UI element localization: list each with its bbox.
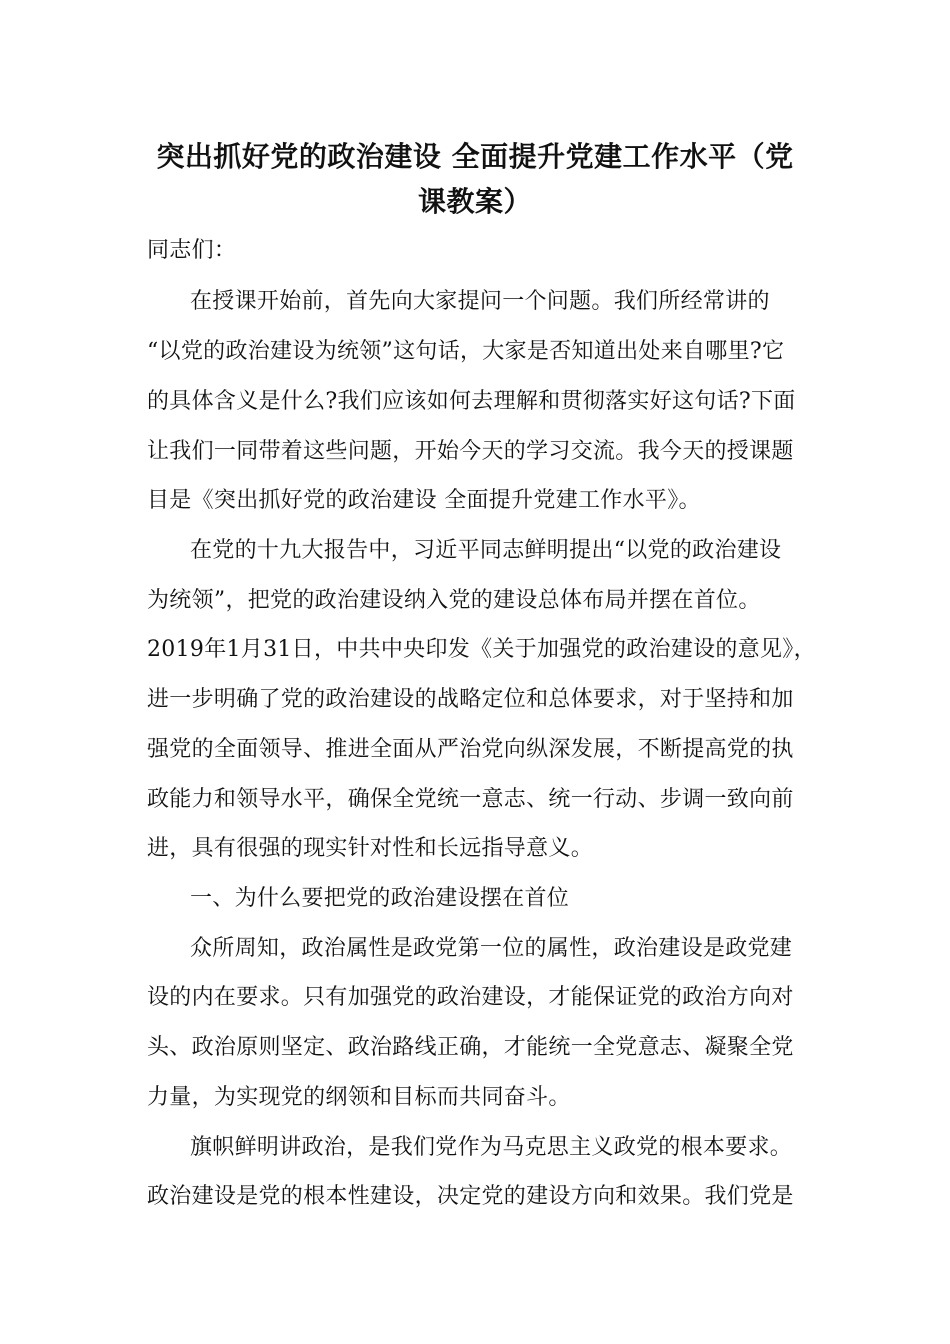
paragraph-line: 进一步明确了党的政治建设的战略定位和总体要求，对于坚持和加 [147,687,794,712]
section-heading: 一、为什么要把党的政治建设摆在首位 [190,886,570,911]
document-title-line-2: 课教案） [417,185,532,218]
paragraph-line: 目是《突出抓好党的政治建设 全面提升党建工作水平》。 [147,488,701,513]
paragraph-line: 让我们一同带着这些问题，开始今天的学习交流。我今天的授课题 [147,439,794,464]
paragraph-line: 政治建设是党的根本性建设，决定党的建设方向和效果。我们党是 [147,1184,794,1209]
paragraph-line: 旗帜鲜明讲政治，是我们党作为马克思主义政党的根本要求。 [190,1135,793,1160]
paragraph-line: 众所周知，政治属性是政党第一位的属性，政治建设是政党建 [190,936,793,961]
paragraph-line: 在党的十九大报告中，习近平同志鲜明提出“以党的政治建设 [190,538,782,563]
paragraph-line: 进，具有很强的现实针对性和长远指导意义。 [147,836,594,861]
paragraph-line: 2019年1月31日，中共中央印发《关于加强党的政治建设的意见》， [147,637,816,662]
paragraph-line: 的具体含义是什么?我们应该如何去理解和贯彻落实好这句话?下面 [147,389,796,414]
paragraph-line: “以党的政治建设为统领”这句话，大家是否知道出处来自哪里?它 [147,339,785,364]
paragraph-line: 强党的全面领导、推进全面从严治党向纵深发展，不断提高党的执 [147,737,794,762]
paragraph-line: 政能力和领导水平，确保全党统一意志、统一行动、步调一致向前 [147,787,794,812]
paragraph-line: 力量，为实现党的纲领和目标而共同奋斗。 [147,1085,571,1110]
salutation: 同志们： [147,238,237,263]
paragraph-line: 头、政治原则坚定、政治路线正确，才能统一全党意志、凝聚全党 [147,1035,794,1060]
paragraph-line: 设的内在要求。只有加强党的政治建设，才能保证党的政治方向对 [147,985,794,1010]
paragraph-line: 在授课开始前，首先向大家提问一个问题。我们所经常讲的 [190,289,770,314]
paragraph-line: 为统领”，把党的政治建设纳入党的建设总体布局并摆在首位。 [147,588,761,613]
document-title-line-1: 突出抓好党的政治建设 全面提升党建工作水平（党 [156,140,794,173]
